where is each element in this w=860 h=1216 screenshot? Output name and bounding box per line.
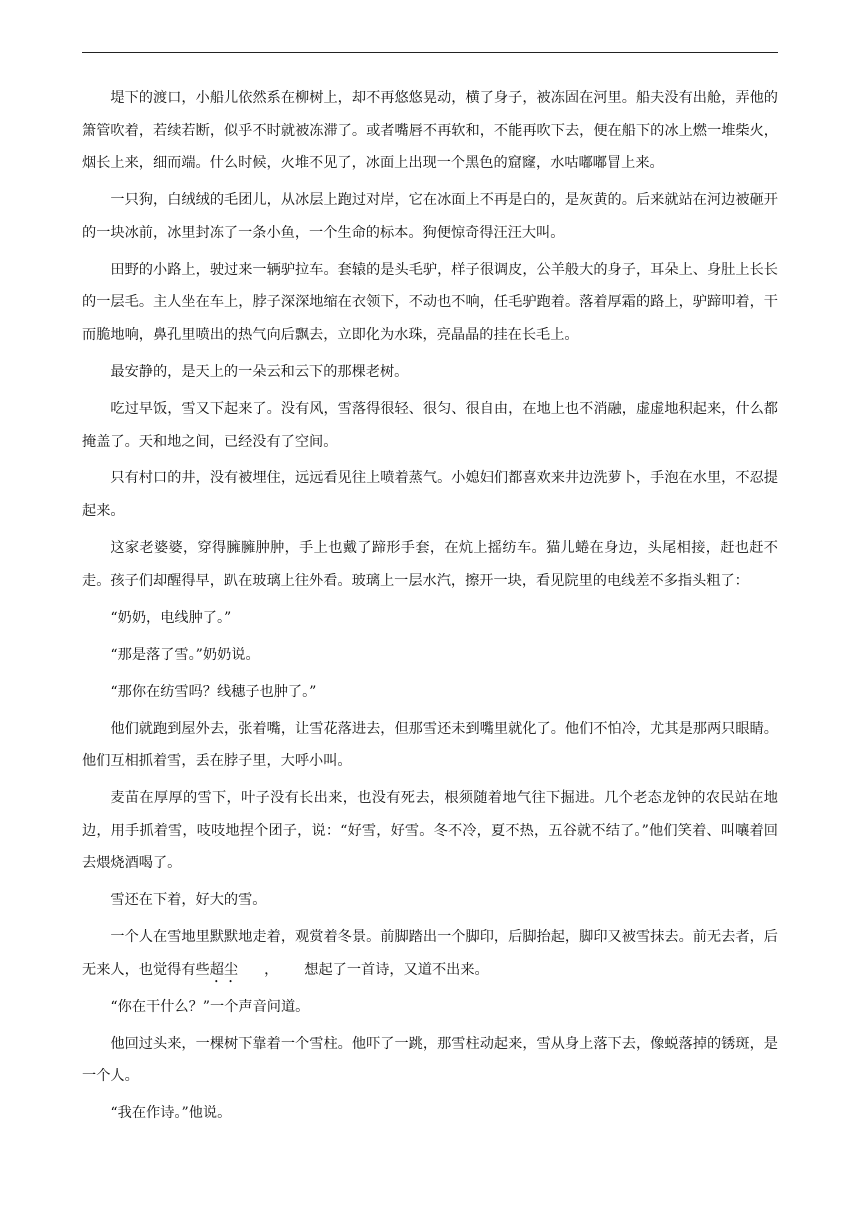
paragraph-text: 想起了一首诗，又道不出来。: [304, 961, 489, 978]
paragraph: 只有村口的井，没有被埋住，远远看见往上喷着蒸气。小媳妇们都喜欢来井边洗萝卜，手泡在水里，不忍提起来。: [82, 470, 778, 520]
paragraph: 一只狗，白绒绒的毛团儿，从冰层上跑过对岸，它在冰面上不再是白的，是灰黄的。后来就站在河边被砸开的一块冰前，冰里封冻了一条小鱼，一个生命的标本。狗便惊奇得汪汪大叫。: [82, 192, 778, 241]
dialogue-line: “奶奶，电线肿了。”: [110, 609, 232, 626]
paragraph: 堤下的渡口，小船儿依然系在柳树上，却不再悠悠晃动，横了身子，被冻固在河里。船夫没有出舱，弄他的箫管吹着，若续若断，似乎不时就被冻滞了。或者嘴唇不再软和，不能再吹下去，便在船下的冰上燃一堆柴火，烟长上来，细而端。什么时候，火堆不见了，冰面上出现一个黑色的窟窿，水咕嘟嘟冒上来。: [82, 90, 778, 172]
paragraph: 雪还在下着，好大的雪。: [110, 892, 267, 909]
dialogue-line: “你在干什么？”一个声音问道。: [110, 998, 310, 1015]
punctuation: ，: [264, 961, 279, 978]
paragraph-with-emphasis: [82, 921, 778, 986]
paragraph-text: 一个人在雪地里默默地走着，观赏着冬景。前脚踏出一个脚印，后脚抬起，脚印又被雪抹去。前无去者，后无来人，也觉得有些: [82, 929, 778, 978]
paragraph: 吃过早饭，雪又下起来了。没有风，雪落得很轻、很匀、很自由，在地上也不消融，虚虚地积起来，什么都掩盖了。天和地之间，已经没有了空间。: [82, 400, 778, 450]
dialogue-line: “我在作诗。”他说。: [110, 1105, 232, 1122]
paragraph: 最安静的，是天上的一朵云和云下的那棵老树。: [110, 363, 409, 380]
header-rule: [82, 52, 778, 53]
paragraph: 麦苗在厚厚的雪下，叶子没有长出来，也没有死去，根须随着地气往下掘进。几个老态龙钟的农民站在地边，用手抓着雪，吱吱地捏个团子，说：“好雪，好雪。冬不冷，夏不热，五谷就不结了。”他们笑着、叫嚷着回去煨烧酒喝了。: [82, 790, 778, 872]
document-body: [82, 82, 778, 1134]
dialogue-line: “那你在纺雪吗？线穗子也肿了。”: [110, 683, 317, 700]
emphasized-word: 超尘: [209, 961, 239, 978]
paragraph: 他回过头来，一棵树下靠着一个雪柱。他吓了一跳，那雪柱动起来，雪从身上落下去，像蜕落掉的锈斑，是一个人。: [82, 1035, 778, 1085]
paragraph: 他们就跑到屋外去，张着嘴，让雪花落进去，但那雪还未到嘴里就化了。他们不怕冷，尤其是那两只眼睛。他们互相抓着雪，丢在脖子里，大呼小叫。: [82, 720, 778, 770]
paragraph: 田野的小路上，驶过来一辆驴拉车。套辕的是头毛驴，样子很调皮，公羊般大的身子，耳朵上、身肚上长长的一层毛。主人坐在车上，脖子深深地缩在衣领下，不动也不响，任毛驴跑着。落着厚霜的路上，驴蹄叩着，干而脆地响，鼻孔里喷出的热气向后飘去，立即化为水珠，亮晶晶的挂在长毛上。: [82, 261, 778, 343]
paragraph: 这家老婆婆，穿得臃臃肿肿，手上也戴了蹄形手套，在炕上摇纺车。猫儿蜷在身边，头尾相接，赶也赶不走。孩子们却醒得早，趴在玻璃上往外看。玻璃上一层水汽，擦开一块，看见院里的电线差不多指头粗了：: [82, 540, 778, 589]
dialogue-line: “那是落了雪。”奶奶说。: [110, 646, 260, 663]
